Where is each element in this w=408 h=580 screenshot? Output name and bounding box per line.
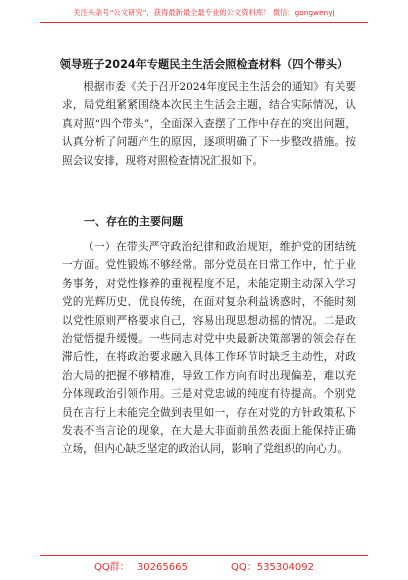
section-heading: 一、存在的主要问题 — [84, 215, 183, 228]
intro-paragraph: 根据市委《关于召开2024年度民主生活会的通知》有关要求，局党组紧紧围绕本次民主生活会主题，结合实际情况，认真对照“四个带头”，全面深入查摆了工作中存在的突出问题，认真分析了问题产生的原因，逐项明确了下一步整改措施。按照会议安排，现将对照检查情况汇报如下。 — [62, 81, 356, 167]
document-title: 领导班子2024年专题民主生活会照检查材料（四个带头） — [59, 58, 349, 71]
footer — [0, 558, 408, 573]
footer-divider — [40, 555, 368, 556]
footer-qq-group: QQ群： 30265665 — [93, 562, 188, 573]
header-divider — [40, 22, 368, 23]
footer-qq-number: QQ：535304092 — [231, 562, 315, 573]
body-paragraph: （一）在带头严守政治纪律和政治规矩，维护党的团结统一方面。党性锻炼不够经常。部分党员在日常工作中，忙于业务事务，对党性修养的重视程度不足，未能定期主动深入学习党的光辉历史、优良传统，在面对复杂利益诱惑时，不能时刻以党性原则严格要求自己，容易出现思想动摇的情况。二是政治觉悟提升缓慢。一些同志对党中央最新决策部署的领会存在滞后性，在将政治要求融入具体工作环节时缺乏主动性，对政治大局的把握不够精准，导致工作方向有时出现偏差，难以充分体现政治引领作用。三是对党忠诚的纯度有待提高。个别党员在言行上未能完全做到表里如一，存在对党的方针政策私下发表不当言论的现象，在大是大非面前虽然表面上能保持正确立场，但内心缺乏坚定的政治认同，影响了党组织的向心力。 — [62, 241, 356, 456]
header-banner: 关注头条号“公文研究”，获得最新最全最专业的公文资料库！ 微信：gongwenyj — [73, 8, 335, 17]
